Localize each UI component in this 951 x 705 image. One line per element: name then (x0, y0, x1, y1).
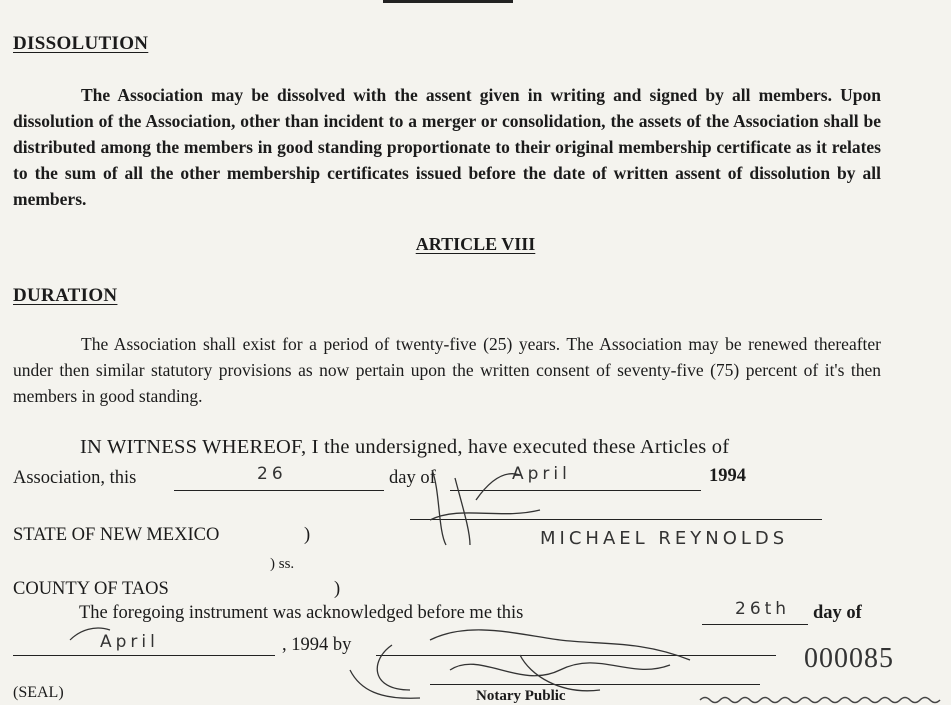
signature-line (410, 519, 822, 520)
ack-month-value: April (100, 632, 159, 652)
ack-month-blank (13, 655, 275, 656)
ss-label: ) ss. (270, 556, 295, 572)
county-paren: ) (334, 579, 341, 599)
year-value: 1994 (709, 466, 746, 486)
day-value: 26 (257, 464, 287, 484)
dissolution-paragraph: The Association may be dissolved with the assent given in writing and signed by all members. Upon dissolution of the Association, other than incident to a merger or consolidation, the assets of the Association shall be distributed among the members in good standing proportionate to their original membership certificate as it relates to the sum of all the other membership certificates issued before the date of written assent of dissolution by all members. (13, 85, 881, 209)
month-blank (450, 490, 701, 491)
notary-line (430, 684, 760, 685)
county-label: COUNTY OF TAOS (13, 579, 169, 599)
ack-day-of-label: day of (813, 603, 862, 623)
seal-label: (SEAL) (13, 684, 64, 701)
signer-name: MICHAEL REYNOLDS (540, 528, 789, 549)
witness-clause (80, 436, 729, 459)
top-rule (383, 0, 513, 3)
ack-year-label: , 1994 by (282, 635, 352, 655)
day-of-label: day of (389, 468, 436, 488)
month-value: April (512, 464, 571, 484)
state-label: STATE OF NEW MEXICO (13, 525, 220, 545)
association-label: Association, this (13, 468, 137, 488)
day-blank (174, 490, 384, 491)
state-paren: ) (304, 525, 311, 545)
notary-label: Notary Public (476, 688, 566, 704)
duration-heading: DURATION (13, 285, 118, 306)
acknowledgment-text: The foregoing instrument was acknowledged before me this (79, 603, 524, 623)
notary-number: 000085 (804, 643, 894, 674)
ack-day-value: 26th (735, 599, 791, 619)
witness-line1-text: IN WITNESS WHEREOF, I the undersigned, have executed these Articles of (80, 436, 730, 458)
article-heading: ARTICLE VIII (415, 234, 536, 254)
ack-name-blank (376, 655, 776, 656)
ack-day-blank (702, 624, 808, 625)
duration-paragraph: The Association shall exist for a period of twenty-five (25) years. The Association may be renewed thereafter under then similar statutory provisions as now pertain upon the written consent of seventy-five (75) percent of it's then members in good standing. (13, 334, 881, 406)
seal-edge (700, 698, 940, 703)
dissolution-heading: DISSOLUTION (13, 33, 149, 54)
